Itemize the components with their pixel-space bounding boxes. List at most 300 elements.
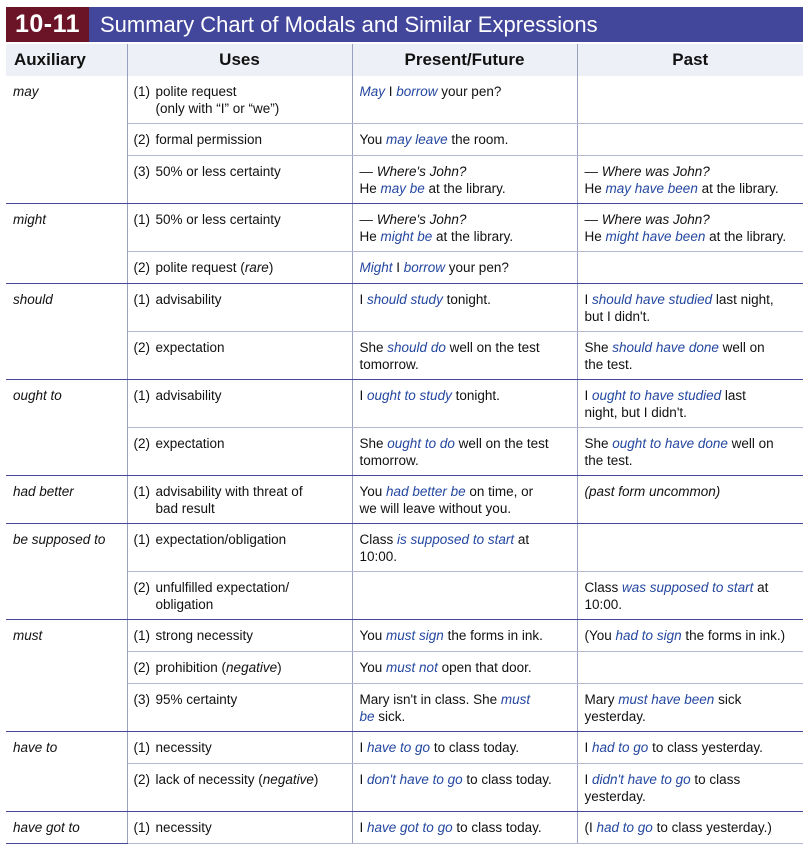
past-cell bbox=[577, 76, 803, 124]
cell-line bbox=[360, 259, 571, 276]
modal-example-phrase: should study bbox=[367, 292, 443, 307]
uses-cell bbox=[127, 812, 352, 844]
use-line bbox=[134, 291, 346, 308]
cell-text: I bbox=[359, 292, 368, 307]
modals-table bbox=[6, 44, 803, 844]
use-number: (1) bbox=[133, 484, 150, 499]
past-cell bbox=[577, 684, 803, 732]
table-row bbox=[6, 812, 803, 844]
modal-example-phrase: ought to study bbox=[367, 388, 452, 403]
cell-text: at the library. bbox=[697, 181, 779, 196]
table-row bbox=[6, 204, 803, 252]
cell-text: at the library. bbox=[424, 181, 506, 196]
use-number: (1) bbox=[133, 292, 150, 307]
past-cell bbox=[577, 732, 803, 764]
cell-text: well on bbox=[718, 340, 765, 355]
cell-line bbox=[360, 708, 571, 725]
present-future-cell bbox=[352, 524, 577, 572]
use-text: negative bbox=[262, 772, 314, 787]
present-future-cell bbox=[352, 764, 577, 812]
cell-text: the room. bbox=[447, 132, 509, 147]
col-header-auxiliary: Auxiliary bbox=[6, 44, 127, 76]
cell-line bbox=[585, 788, 798, 805]
cell-line bbox=[585, 691, 798, 708]
cell-text: to class yesterday.) bbox=[652, 820, 772, 835]
cell-text: You bbox=[359, 660, 387, 675]
cell-text: the test. bbox=[584, 357, 633, 372]
cell-text: tomorrow. bbox=[359, 357, 419, 372]
modal-example-phrase: borrow bbox=[403, 260, 446, 275]
modal-example-phrase: had to sign bbox=[615, 628, 682, 643]
modal-example-phrase: was supposed to start bbox=[622, 580, 754, 595]
modal-example-phrase: borrow bbox=[396, 84, 438, 99]
cell-line bbox=[585, 404, 798, 421]
use-line bbox=[134, 659, 346, 676]
cell-text: at bbox=[514, 532, 530, 547]
table-body bbox=[6, 76, 803, 844]
modal-example-phrase: have to go bbox=[367, 740, 431, 755]
cell-line bbox=[585, 291, 798, 308]
use-text: strong necessity bbox=[155, 628, 254, 643]
use-text: advisability bbox=[155, 292, 222, 307]
cell-text: but I didn't. bbox=[584, 309, 651, 324]
past-cell bbox=[577, 572, 803, 620]
use-number: (1) bbox=[133, 740, 150, 755]
modal-example-phrase: didn't have to go bbox=[592, 772, 691, 787]
cell-line bbox=[360, 211, 571, 228]
use-number: (2) bbox=[133, 340, 150, 355]
use-text: polite request bbox=[155, 84, 237, 99]
use-line bbox=[134, 211, 346, 228]
auxiliary-cell: might bbox=[6, 204, 127, 284]
cell-line bbox=[585, 819, 798, 836]
use-line bbox=[134, 83, 346, 100]
uses-cell bbox=[127, 156, 352, 204]
use-text: unfulfilled expectation/ bbox=[155, 580, 290, 595]
cell-text: (You bbox=[584, 628, 616, 643]
cell-text: I bbox=[359, 740, 368, 755]
cell-text: I bbox=[359, 820, 368, 835]
cell-text: last bbox=[721, 388, 746, 403]
use-number: (2) bbox=[133, 580, 150, 595]
uses-cell bbox=[127, 428, 352, 476]
cell-text: She bbox=[359, 436, 388, 451]
use-text: 95% certainty bbox=[155, 692, 238, 707]
use-line bbox=[134, 627, 346, 644]
use-text: advisability bbox=[155, 388, 222, 403]
cell-line bbox=[585, 452, 798, 469]
past-cell bbox=[577, 332, 803, 380]
cell-text: the forms in ink.) bbox=[681, 628, 786, 643]
use-text: advisability with threat of bbox=[155, 484, 303, 499]
cell-text: last night, bbox=[712, 292, 774, 307]
cell-line bbox=[360, 387, 571, 404]
use-line bbox=[134, 579, 346, 596]
cell-text: sick. bbox=[374, 709, 406, 724]
cell-line bbox=[360, 548, 571, 565]
auxiliary-cell: be supposed to bbox=[6, 524, 127, 620]
use-number: (1) bbox=[133, 388, 150, 403]
past-cell bbox=[577, 252, 803, 284]
modal-example-phrase: don't have to go bbox=[367, 772, 463, 787]
present-future-cell bbox=[352, 380, 577, 428]
use-line bbox=[134, 100, 280, 117]
use-line bbox=[134, 387, 346, 404]
table-row bbox=[6, 380, 803, 428]
use-text: expectation/obligation bbox=[155, 532, 287, 547]
use-line bbox=[134, 339, 346, 356]
cell-text: He bbox=[584, 181, 606, 196]
cell-text: 10:00. bbox=[584, 597, 623, 612]
modal-example-phrase: must sign bbox=[386, 628, 444, 643]
present-future-cell bbox=[352, 684, 577, 732]
use-line bbox=[134, 435, 346, 452]
auxiliary-cell: ought to bbox=[6, 380, 127, 476]
use-text: lack of necessity ( bbox=[155, 772, 263, 787]
use-line bbox=[134, 500, 215, 517]
use-line bbox=[134, 739, 346, 756]
cell-text: I bbox=[584, 388, 593, 403]
cell-text: to class yesterday. bbox=[648, 740, 763, 755]
chart-title: Summary Chart of Modals and Similar Expressions bbox=[100, 11, 598, 37]
cell-text: well on the test bbox=[454, 436, 549, 451]
use-line bbox=[134, 531, 346, 548]
use-text: formal permission bbox=[155, 132, 263, 147]
cell-text: well on the test bbox=[445, 340, 540, 355]
use-text: necessity bbox=[155, 820, 212, 835]
modal-example-phrase: may be bbox=[380, 181, 425, 196]
present-future-cell bbox=[352, 428, 577, 476]
use-text: (only with “I” or “we”) bbox=[155, 101, 280, 116]
modal-example-phrase: must bbox=[500, 692, 531, 707]
present-future-cell bbox=[352, 124, 577, 156]
cell-line bbox=[360, 291, 571, 308]
cell-text: I bbox=[584, 292, 593, 307]
cell-text: yesterday. bbox=[584, 789, 646, 804]
past-cell bbox=[577, 620, 803, 652]
modal-example-phrase: have got to go bbox=[367, 820, 453, 835]
cell-text: (I bbox=[584, 820, 597, 835]
uses-cell bbox=[127, 684, 352, 732]
cell-line bbox=[585, 180, 798, 197]
cell-text: open that door. bbox=[437, 660, 532, 675]
past-cell bbox=[577, 764, 803, 812]
modal-example-phrase: May bbox=[359, 84, 386, 99]
cell-text: at the library. bbox=[432, 229, 514, 244]
cell-line bbox=[585, 579, 798, 596]
cell-line bbox=[585, 228, 798, 245]
cell-line bbox=[585, 435, 798, 452]
uses-cell bbox=[127, 252, 352, 284]
cell-text: I bbox=[385, 84, 397, 99]
cell-text: Class bbox=[359, 532, 398, 547]
cell-line bbox=[360, 83, 571, 100]
use-line bbox=[134, 259, 346, 276]
cell-text: You bbox=[359, 132, 387, 147]
auxiliary-cell: have to bbox=[6, 732, 127, 812]
cell-text: Class bbox=[584, 580, 623, 595]
auxiliary-cell: may bbox=[6, 76, 127, 204]
modal-example-phrase: be bbox=[359, 709, 375, 724]
present-future-cell bbox=[352, 652, 577, 684]
use-line bbox=[134, 483, 346, 500]
cell-text: yesterday. bbox=[584, 709, 646, 724]
use-text: ) bbox=[313, 772, 319, 787]
modal-example-phrase: had to go bbox=[592, 740, 649, 755]
cell-line bbox=[585, 308, 798, 325]
use-number: (2) bbox=[133, 436, 150, 451]
modal-example-phrase: ought to do bbox=[387, 436, 455, 451]
use-number: (2) bbox=[133, 772, 150, 787]
use-number: (1) bbox=[133, 820, 150, 835]
use-number: (3) bbox=[133, 164, 150, 179]
cell-line bbox=[585, 211, 798, 228]
use-text: prohibition ( bbox=[155, 660, 227, 675]
modal-example-phrase: might be bbox=[380, 229, 433, 244]
cell-text: the test. bbox=[584, 453, 633, 468]
cell-line bbox=[360, 627, 571, 644]
modal-example-phrase: must not bbox=[386, 660, 438, 675]
cell-line bbox=[360, 819, 571, 836]
cell-text: You bbox=[359, 484, 387, 499]
cell-line bbox=[360, 435, 571, 452]
modal-example-phrase: had to go bbox=[596, 820, 653, 835]
uses-cell bbox=[127, 380, 352, 428]
present-future-cell bbox=[352, 732, 577, 764]
past-cell bbox=[577, 524, 803, 572]
past-cell bbox=[577, 124, 803, 156]
cell-line bbox=[360, 531, 571, 548]
cell-text: your pen? bbox=[445, 260, 509, 275]
cell-text: to class bbox=[690, 772, 741, 787]
uses-cell bbox=[127, 764, 352, 812]
cell-line bbox=[585, 356, 798, 373]
cell-text: night, but I didn't. bbox=[584, 405, 687, 420]
cell-text: I bbox=[392, 260, 404, 275]
uses-cell bbox=[127, 124, 352, 156]
cell-text: to class today. bbox=[430, 740, 520, 755]
modal-example-phrase: must have been bbox=[618, 692, 715, 707]
modal-example-phrase: is supposed to start bbox=[397, 532, 515, 547]
present-future-cell bbox=[352, 76, 577, 124]
cell-line bbox=[360, 739, 571, 756]
use-text: expectation bbox=[155, 340, 225, 355]
present-future-cell bbox=[352, 252, 577, 284]
cell-text: 10:00. bbox=[359, 549, 398, 564]
cell-text: I bbox=[584, 772, 593, 787]
cell-text: well on bbox=[727, 436, 774, 451]
uses-cell bbox=[127, 476, 352, 524]
modal-example-phrase: had better be bbox=[386, 484, 466, 499]
cell-text: to class today. bbox=[462, 772, 552, 787]
cell-text: Mary isn't in class. She bbox=[359, 692, 501, 707]
cell-line bbox=[585, 339, 798, 356]
use-text: expectation bbox=[155, 436, 225, 451]
modal-example-phrase: may leave bbox=[386, 132, 448, 147]
col-header-uses: Uses bbox=[127, 44, 352, 76]
chart-number: 10-11 bbox=[6, 7, 89, 42]
use-line bbox=[134, 771, 346, 788]
cell-line bbox=[360, 771, 571, 788]
cell-text: — Where was John? bbox=[584, 164, 710, 179]
use-number: (2) bbox=[133, 260, 150, 275]
cell-line bbox=[585, 483, 798, 500]
cell-text: You bbox=[359, 628, 387, 643]
cell-text: we will leave without you. bbox=[359, 501, 512, 516]
cell-text: your pen? bbox=[437, 84, 502, 99]
use-line bbox=[134, 691, 346, 708]
uses-cell bbox=[127, 732, 352, 764]
cell-line bbox=[585, 387, 798, 404]
past-cell bbox=[577, 812, 803, 844]
cell-text: I bbox=[359, 772, 368, 787]
use-number: (2) bbox=[133, 132, 150, 147]
auxiliary-cell: had better bbox=[6, 476, 127, 524]
cell-text: She bbox=[359, 340, 388, 355]
table-row bbox=[6, 284, 803, 332]
uses-cell bbox=[127, 620, 352, 652]
cell-line bbox=[360, 356, 571, 373]
chart-header bbox=[6, 7, 803, 42]
table-row bbox=[6, 620, 803, 652]
use-text: ) bbox=[277, 660, 282, 675]
use-number: (1) bbox=[133, 532, 150, 547]
uses-cell bbox=[127, 652, 352, 684]
col-header-present-future: Present/Future bbox=[352, 44, 577, 76]
cell-line bbox=[360, 691, 571, 708]
auxiliary-cell: must bbox=[6, 620, 127, 732]
present-future-cell bbox=[352, 156, 577, 204]
cell-line bbox=[360, 228, 571, 245]
cell-text: at the library. bbox=[705, 229, 787, 244]
past-cell bbox=[577, 428, 803, 476]
table-row bbox=[6, 76, 803, 124]
present-future-cell bbox=[352, 476, 577, 524]
use-text: necessity bbox=[155, 740, 212, 755]
cell-line bbox=[585, 739, 798, 756]
cell-line bbox=[360, 500, 571, 517]
cell-line bbox=[360, 452, 571, 469]
table-row bbox=[6, 476, 803, 524]
past-cell bbox=[577, 652, 803, 684]
cell-text: She bbox=[584, 436, 613, 451]
col-header-past: Past bbox=[577, 44, 803, 76]
past-cell bbox=[577, 156, 803, 204]
cell-text: He bbox=[584, 229, 606, 244]
use-line bbox=[134, 819, 346, 836]
present-future-cell bbox=[352, 572, 577, 620]
modal-example-phrase: may have been bbox=[605, 181, 698, 196]
use-number: (1) bbox=[133, 212, 150, 227]
use-text: obligation bbox=[155, 597, 214, 612]
uses-cell bbox=[127, 332, 352, 380]
auxiliary-cell: have got to bbox=[6, 812, 127, 844]
use-number: (1) bbox=[133, 84, 150, 99]
uses-cell bbox=[127, 204, 352, 252]
cell-text: I bbox=[584, 740, 593, 755]
modal-example-phrase: ought to have studied bbox=[592, 388, 722, 403]
use-number: (2) bbox=[133, 660, 150, 675]
uses-cell bbox=[127, 572, 352, 620]
cell-text: — Where was John? bbox=[584, 212, 710, 227]
use-number: (1) bbox=[133, 628, 150, 643]
uses-cell bbox=[127, 284, 352, 332]
cell-text: sick bbox=[714, 692, 742, 707]
cell-text: on time, or bbox=[465, 484, 534, 499]
cell-text: the forms in ink. bbox=[443, 628, 543, 643]
cell-line bbox=[585, 708, 798, 725]
modal-example-phrase: Might bbox=[359, 260, 393, 275]
table-row bbox=[6, 524, 803, 572]
cell-line bbox=[585, 163, 798, 180]
past-cell bbox=[577, 380, 803, 428]
use-number: (3) bbox=[133, 692, 150, 707]
cell-text: He bbox=[359, 181, 381, 196]
present-future-cell bbox=[352, 284, 577, 332]
cell-line bbox=[360, 339, 571, 356]
cell-line bbox=[360, 131, 571, 148]
use-text: ) bbox=[268, 260, 274, 275]
cell-line bbox=[360, 163, 571, 180]
uses-cell bbox=[127, 524, 352, 572]
use-text: 50% or less certainty bbox=[155, 164, 281, 179]
modal-example-phrase: ought to have done bbox=[612, 436, 728, 451]
use-text: 50% or less certainty bbox=[155, 212, 281, 227]
cell-text: at bbox=[753, 580, 769, 595]
cell-text: She bbox=[584, 340, 613, 355]
table-header-row bbox=[6, 44, 803, 76]
cell-text: tonight. bbox=[451, 388, 500, 403]
cell-text: — Where's John? bbox=[359, 212, 467, 227]
present-future-cell bbox=[352, 620, 577, 652]
modal-example-phrase: should do bbox=[387, 340, 446, 355]
uses-cell bbox=[127, 76, 352, 124]
present-future-cell bbox=[352, 332, 577, 380]
modal-example-phrase: should have done bbox=[612, 340, 719, 355]
cell-text: (past form uncommon) bbox=[584, 484, 721, 499]
past-cell bbox=[577, 204, 803, 252]
past-cell bbox=[577, 284, 803, 332]
present-future-cell bbox=[352, 812, 577, 844]
past-cell bbox=[577, 476, 803, 524]
cell-text: He bbox=[359, 229, 381, 244]
cell-text: — Where's John? bbox=[359, 164, 467, 179]
cell-line bbox=[360, 180, 571, 197]
cell-line bbox=[585, 596, 798, 613]
cell-line bbox=[585, 627, 798, 644]
use-line bbox=[134, 596, 214, 613]
cell-line bbox=[360, 659, 571, 676]
use-text: polite request ( bbox=[155, 260, 245, 275]
table-row bbox=[6, 732, 803, 764]
cell-line bbox=[585, 771, 798, 788]
cell-text: tomorrow. bbox=[359, 453, 419, 468]
use-text: negative bbox=[226, 660, 278, 675]
cell-line bbox=[360, 483, 571, 500]
cell-text: I bbox=[359, 388, 368, 403]
cell-text: to class today. bbox=[452, 820, 542, 835]
auxiliary-cell: should bbox=[6, 284, 127, 380]
modal-example-phrase: should have studied bbox=[592, 292, 713, 307]
use-text: rare bbox=[244, 260, 269, 275]
use-line bbox=[134, 131, 346, 148]
cell-text: tonight. bbox=[442, 292, 491, 307]
modal-example-phrase: might have been bbox=[605, 229, 706, 244]
use-line bbox=[134, 163, 346, 180]
cell-text: Mary bbox=[584, 692, 619, 707]
present-future-cell bbox=[352, 204, 577, 252]
use-text: bad result bbox=[155, 501, 215, 516]
